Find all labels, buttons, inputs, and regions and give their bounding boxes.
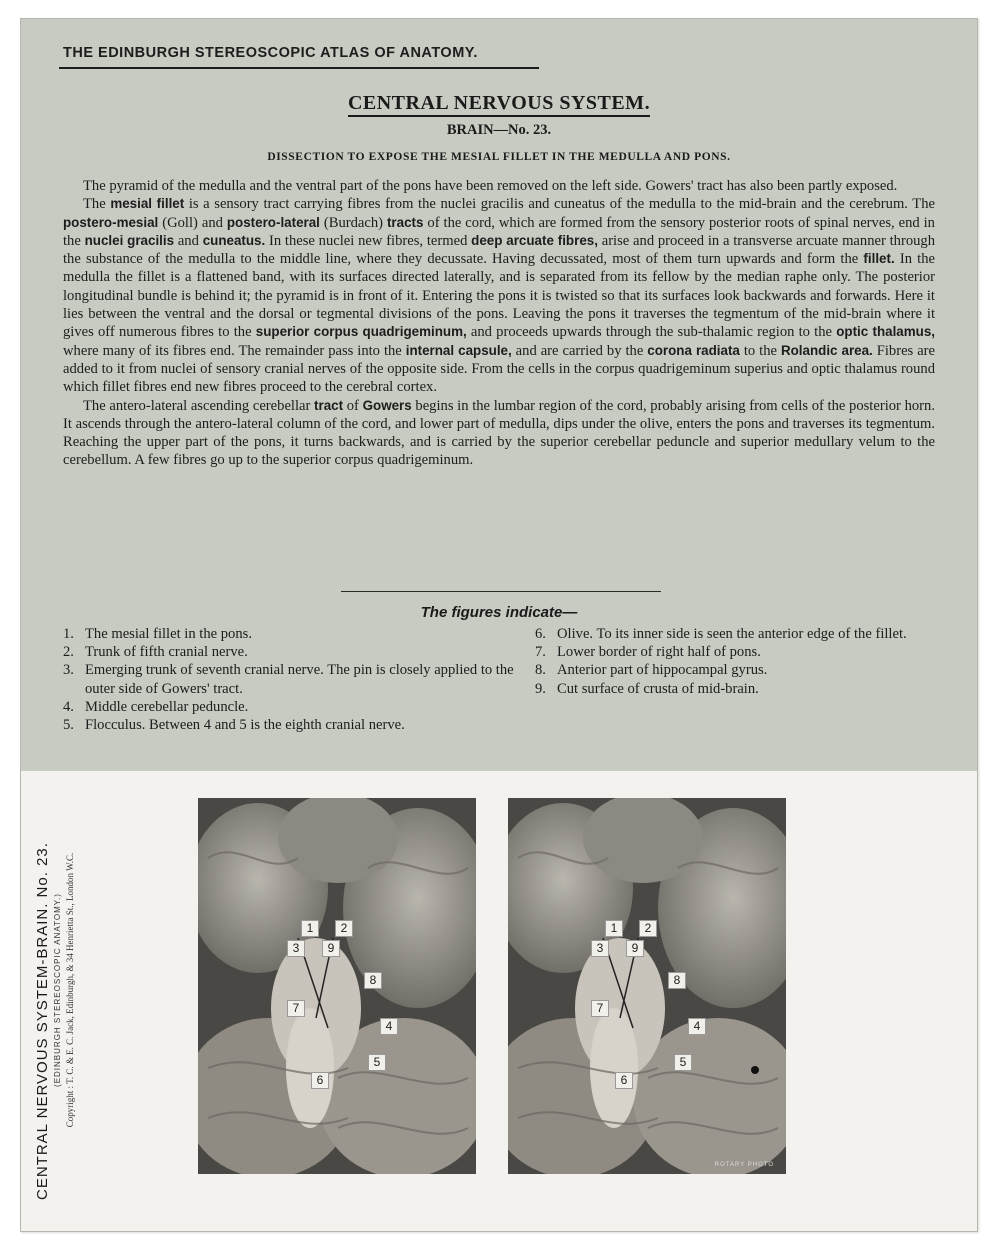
text-run: (Goll) and xyxy=(158,214,227,231)
figure-text: The mesial fillet in the pons. xyxy=(85,626,252,642)
photo-credit: ROTARY PHOTO xyxy=(714,1162,774,1168)
bold-term: fillet. xyxy=(863,251,895,267)
figure-item xyxy=(63,698,533,716)
figure-number: 9. xyxy=(535,680,546,697)
text-run: of xyxy=(343,397,363,414)
text-run: and xyxy=(174,232,203,249)
stereo-card xyxy=(20,18,978,1232)
figure-text: Trunk of fifth cranial nerve. xyxy=(85,644,248,661)
text-run: and are carried by the xyxy=(511,342,648,359)
photo-label-6: 6 xyxy=(615,1072,633,1089)
photo-card xyxy=(21,771,977,1231)
bold-term: mesial fillet xyxy=(110,196,185,212)
text-run: (Burdach) xyxy=(319,214,387,231)
figure-item xyxy=(535,680,955,698)
text-sheet xyxy=(21,19,977,771)
stereo-photo-left xyxy=(198,798,476,1174)
figure-item xyxy=(63,625,533,643)
body-paragraph xyxy=(63,177,935,195)
bold-term: corona radiata xyxy=(647,342,740,358)
figure-item xyxy=(63,643,533,661)
bold-term: Gowers xyxy=(362,397,412,413)
brain-photo-illustration xyxy=(198,798,476,1174)
photo-label-4: 4 xyxy=(688,1018,706,1035)
bold-term: cuneatus. xyxy=(202,232,266,248)
figure-number: 5. xyxy=(63,717,74,734)
photo-label-1: 1 xyxy=(301,920,319,937)
photo-label-5: 5 xyxy=(674,1054,692,1071)
figure-number: 7. xyxy=(535,644,546,661)
photo-label-6: 6 xyxy=(311,1072,329,1089)
figure-text: Cut surface of crusta of mid-brain. xyxy=(557,680,759,697)
bold-term: optic thalamus, xyxy=(836,324,935,340)
body-text xyxy=(63,177,935,470)
figure-item xyxy=(535,625,955,643)
atlas-title: THE EDINBURGH STEREOSCOPIC ATLAS OF ANATOMY. xyxy=(63,45,478,61)
text-run: to the xyxy=(739,342,781,359)
side-title: CENTRAL NERVOUS SYSTEM-BRAIN. No. 23. xyxy=(34,842,51,1200)
figure-text: Emerging trunk of seventh cranial nerve. The pin is closely applied to the outer side of Gowers' tract. xyxy=(85,662,514,697)
bold-term: postero-lateral xyxy=(226,214,320,230)
stereo-photo-right xyxy=(508,798,786,1174)
figure-number: 8. xyxy=(535,662,546,679)
figure-number: 4. xyxy=(63,698,74,715)
brain-photo-illustration xyxy=(508,798,786,1174)
figure-item xyxy=(63,661,533,697)
figure-number: 2. xyxy=(63,644,74,661)
divider-rule xyxy=(341,591,661,592)
figures-heading: The figures indicate— xyxy=(420,604,578,621)
photo-label-7: 7 xyxy=(287,1000,305,1017)
body-paragraph xyxy=(63,195,935,396)
text-run: In the medulla the fillet is a flattened band, with its surfaces directed laterally, and is separated from its fellow by the median raphe only. The posterior longitudinal bundle is behind it; the pyramid is in front of it. Entering the pons it is twisted so that its surfaces look backwards and forwards. Here it lies between the ventral and the dorsal or tegmental divisions of the pons. Leaving the pons it traverses the tegmentum of the mid-brain where it gives off numerous fibres to the xyxy=(63,251,935,341)
dissection-title: DISSECTION TO EXPOSE THE MESIAL FILLET IN THE MEDULLA AND PONS. xyxy=(267,151,731,163)
text-run: In these nuclei new fibres, termed xyxy=(265,232,472,249)
text-run: Fibres are added to it from nuclei of sensory cranial nerves of the opposite side. From the cells in the corpus quadrigeminum superius and optic thalamus round which fillet fibres end new fibres proceed to the cerebral cortex. xyxy=(63,342,936,396)
bold-term: nuclei gracilis xyxy=(84,232,175,248)
side-copyright: Copyright : T. C. & E. C. Jack, Edinburgh, & 34 Henrietta St., London W.C. xyxy=(65,852,75,1128)
main-title-text: CENTRAL NERVOUS SYSTEM. xyxy=(348,92,650,117)
atlas-title-rule xyxy=(59,67,539,69)
photo-label-8: 8 xyxy=(668,972,686,989)
figure-text: Olive. To its inner side is seen the anterior edge of the fillet. xyxy=(557,626,907,642)
main-title xyxy=(21,92,977,115)
text-run: The pyramid of the medulla and the ventral part of the pons have been removed on the left side. Gowers' tract has also been partly exposed. xyxy=(83,178,898,194)
photo-label-7: 7 xyxy=(591,1000,609,1017)
figure-item xyxy=(63,716,533,734)
figures-list-right xyxy=(535,625,955,698)
bold-term: internal capsule, xyxy=(405,342,512,358)
figure-text: Lower border of right half of pons. xyxy=(557,644,761,661)
photo-label-3: 3 xyxy=(591,940,609,957)
photo-label-8: 8 xyxy=(364,972,382,989)
photo-label-1: 1 xyxy=(605,920,623,937)
figure-text: Anterior part of hippocampal gyrus. xyxy=(557,662,768,679)
subtitle: BRAIN—No. 23. xyxy=(446,122,552,138)
text-run: arise and proceed in a transverse arcuate manner through the substance of the medulla to the middle line, where they decussate. Having decussated, most of them turn upwards and form the xyxy=(63,232,936,268)
bold-term: postero-mesial xyxy=(63,214,159,230)
bold-term: Rolandic area. xyxy=(780,342,873,358)
text-run: The xyxy=(83,196,111,213)
photo-label-9: 9 xyxy=(322,940,340,957)
side-caption xyxy=(34,780,94,1200)
figure-item xyxy=(535,661,955,679)
text-run: The antero-lateral ascending cerebellar xyxy=(83,397,315,414)
bold-term: tracts xyxy=(386,214,424,230)
text-run: is a sensory tract carrying fibres from the nuclei gracilis and cuneatus of the medulla to the mid-brain and the cerebrum. The xyxy=(184,196,935,213)
figure-number: 6. xyxy=(535,626,546,642)
photo-label-4: 4 xyxy=(380,1018,398,1035)
photo-label-2: 2 xyxy=(639,920,657,937)
photo-label-9: 9 xyxy=(626,940,644,957)
photo-label-2: 2 xyxy=(335,920,353,937)
bold-term: deep arcuate fibres, xyxy=(471,232,598,248)
text-run: where many of its fibres end. The remainder pass into the xyxy=(63,342,406,359)
text-run: begins in the lumbar region of the cord, probably arising from cells of the posterior horn. It ascends through the antero-lateral column of the cord, and lower part of medulla, dips under the olive, enters the pons and traverses its tegmentum. Reaching the upper part of the pons, it turns backwards, and is carried by the superior cerebellar peduncle and superior medullary velum to the cerebellum. A few fibres go up to the superior corpus quadrigeminum. xyxy=(63,397,935,469)
figures-list-left xyxy=(63,625,533,734)
text-run: and proceeds upwards through the sub-thalamic region to the xyxy=(466,324,837,341)
figure-number: 3. xyxy=(63,662,74,679)
figure-number: 1. xyxy=(63,626,74,642)
figure-text: Middle cerebellar peduncle. xyxy=(85,698,249,715)
photo-label-3: 3 xyxy=(287,940,305,957)
bold-term: tract xyxy=(314,397,344,413)
figure-item xyxy=(535,643,955,661)
text-run: of the cord, which are formed from the sensory posterior roots of spinal nerves, end in the xyxy=(63,214,935,249)
photo-label-5: 5 xyxy=(368,1054,386,1071)
body-paragraph xyxy=(63,397,935,470)
bold-term: superior corpus quadrigeminum, xyxy=(255,324,467,340)
side-subtitle: (EDINBURGH STEREOSCOPIC ANATOMY.) xyxy=(53,893,62,1087)
figure-text: Flocculus. Between 4 and 5 is the eighth cranial nerve. xyxy=(85,717,405,734)
